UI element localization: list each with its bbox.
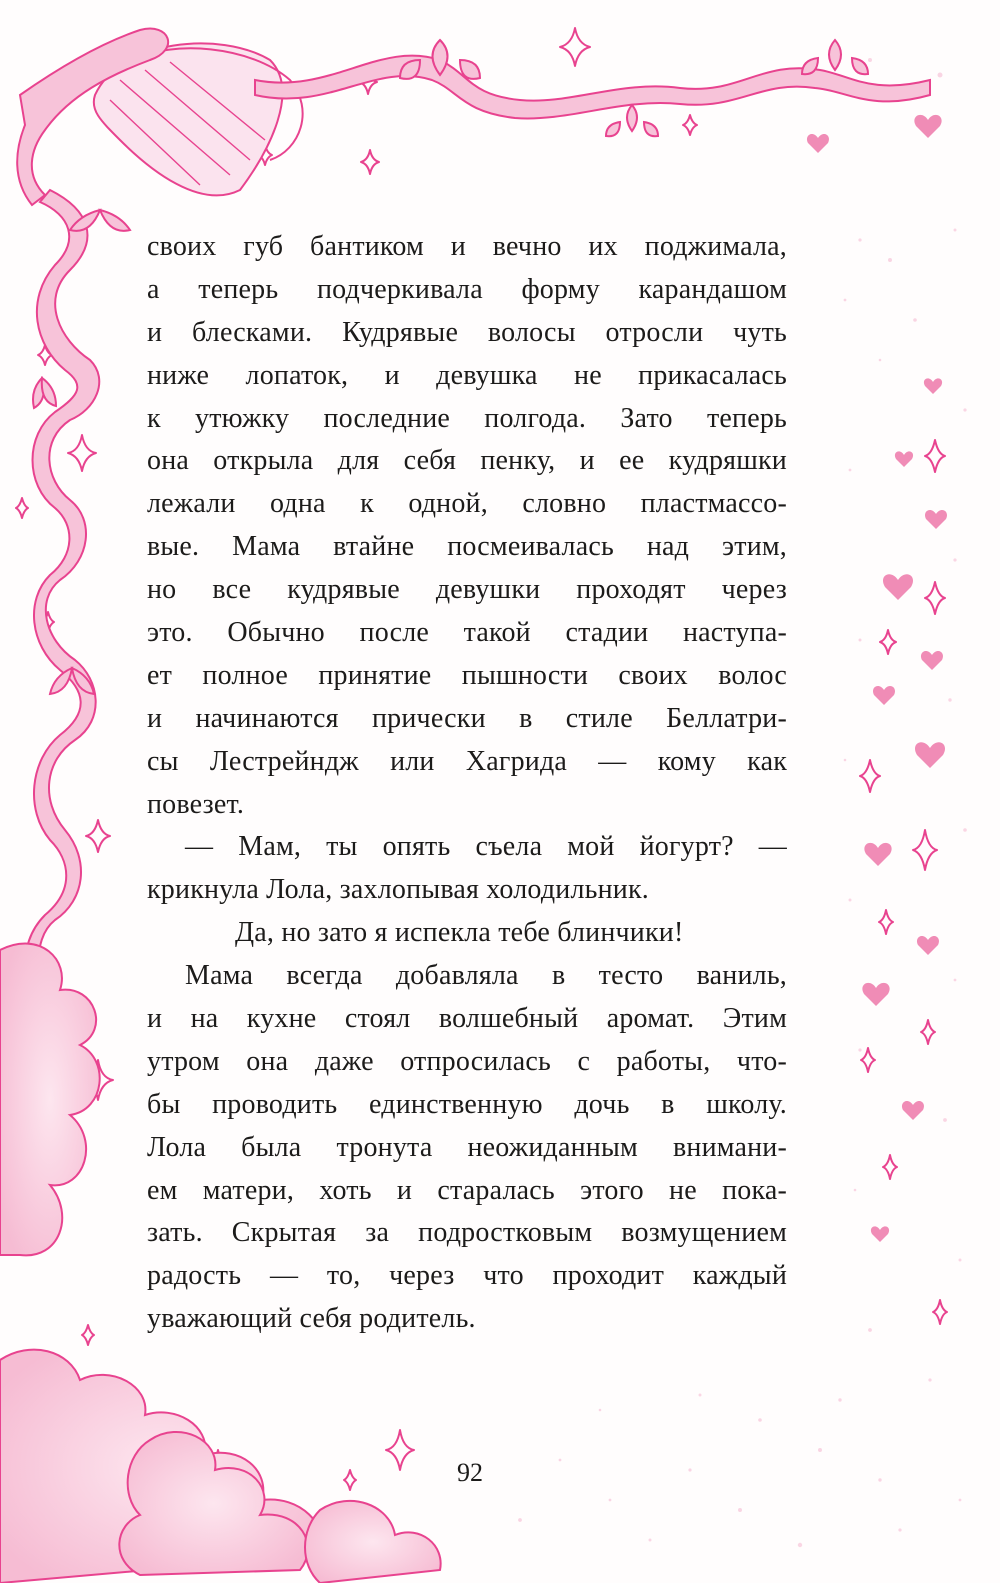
text-line: и на кухне стоял волшебный аромат. Этим bbox=[147, 1003, 787, 1035]
text-line: Да, но зато я испекла тебе блинчики! bbox=[235, 917, 684, 949]
text-line: сы Лестрейндж или Хагрида — кому как bbox=[147, 745, 787, 777]
heart-icon bbox=[807, 115, 947, 1242]
body-text bbox=[147, 226, 787, 1341]
text-line: ет полное принятие пышности своих волос bbox=[147, 659, 787, 691]
text-line: Лола была тронута неожиданным внимани- bbox=[147, 1131, 787, 1163]
text-line: ниже лопаток, и девушка не прикасалась bbox=[147, 359, 787, 391]
text-line: зать. Скрытая за подростковым возмущением bbox=[147, 1217, 787, 1249]
text-line: вые. Мама втайне посмеивалась над этим, bbox=[147, 531, 787, 563]
text-line: уважающий себя родитель. bbox=[147, 1303, 476, 1335]
text-line: своих губ бантиком и вечно их поджимала, bbox=[147, 231, 787, 262]
ribbon bbox=[25, 190, 99, 1025]
text-line: — Мам, ты опять съела мой йогурт? — bbox=[185, 831, 787, 863]
text-line: Мама всегда добавляла в тесто ваниль, bbox=[185, 960, 787, 992]
text-line: но все кудрявые девушки проходят через bbox=[147, 574, 787, 606]
page-number: 92 bbox=[457, 1458, 483, 1487]
text-line: и начинаются прически в стиле Беллатри- bbox=[147, 702, 787, 734]
text-line: а теперь подчеркивала форму карандашом bbox=[147, 273, 787, 305]
text-line: повезет. bbox=[147, 788, 245, 820]
text-line: она открыла для себя пенку, и ее кудряшки bbox=[147, 445, 787, 477]
text-line: ем матери, хоть и старалась этого не пока- bbox=[147, 1174, 787, 1206]
text-line: это. Обычно после такой стадии наступа- bbox=[147, 617, 787, 649]
text-line: лежали одна к одной, словно пластмассо- bbox=[147, 488, 787, 520]
text-line: бы проводить единственную дочь в школу. bbox=[147, 1088, 787, 1120]
text-line: и блесками. Кудрявые волосы отросли чуть bbox=[147, 316, 787, 348]
text-line: радость — то, через что проходит каждый bbox=[147, 1260, 787, 1292]
paragraph bbox=[147, 226, 787, 826]
dialogue-paragraph bbox=[147, 912, 787, 955]
text-line: утром она даже отпросилась с работы, что- bbox=[147, 1045, 787, 1077]
text-line: к утюжку последние полгода. Зато теперь bbox=[147, 402, 787, 434]
paragraph bbox=[147, 955, 787, 1341]
dialogue-paragraph bbox=[147, 826, 787, 912]
text-line: крикнула Лола, захлопывая холодильник. bbox=[147, 874, 649, 906]
